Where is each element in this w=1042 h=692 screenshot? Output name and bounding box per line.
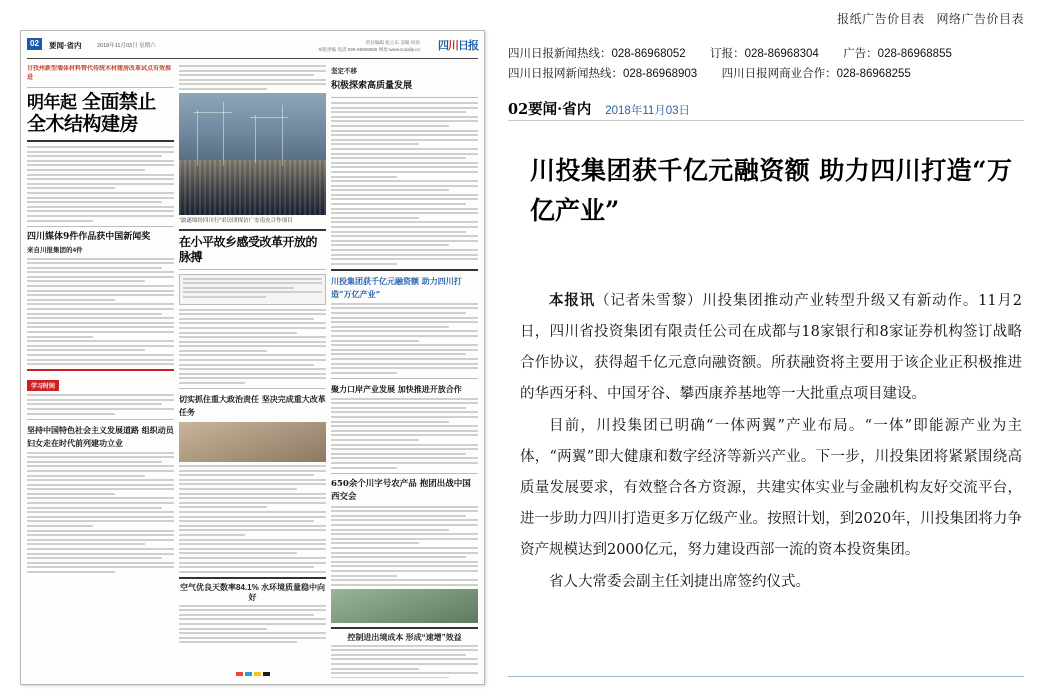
col2-photo-caption: “渝遂绵经四川行”采访团探访广安南充合作项目: [179, 217, 293, 224]
article-headline: 川投集团获千亿元融资额 助力四川打造“万亿产业”: [530, 155, 1012, 225]
newspaper-column-1: [27, 65, 174, 678]
article-paragraph-3: 省人大常委会副主任刘捷出席签约仪式。: [549, 574, 810, 590]
newspaper-folio-date: 2018年11月03日 星期六: [97, 43, 156, 49]
col1-main-title: [27, 92, 174, 136]
section-date: 2018年11月03日: [605, 105, 691, 117]
newspaper-column-2: [179, 65, 326, 678]
newspaper-columns: [27, 65, 478, 678]
hotline-ad: 广告：028-86968855: [843, 48, 952, 60]
col2-box: [179, 274, 326, 305]
newspaper-logo: 四川日报: [438, 39, 478, 52]
hotline-subscribe: 订报：028-86968304: [710, 48, 819, 60]
newspaper-meta-line-1: 责任编辑 张立东 美编 何滨: [365, 40, 420, 45]
section-name: 02要闻·省内: [508, 101, 592, 118]
col2-body-1: [179, 309, 326, 385]
col3-body-5: [331, 645, 478, 678]
col3-headline-4: 650余个川字号农产品 抱团出战中国西交会: [331, 478, 471, 502]
col3-body-3: [331, 398, 478, 469]
newspaper-folio-number: 02: [27, 38, 42, 50]
hotline-news: 四川日报新闻热线：028-86968052: [508, 48, 686, 60]
newspaper-column-3: [331, 65, 478, 678]
col2-photo: [179, 93, 326, 215]
col3-headline-2: 川投集团获千亿元融资额 助力四川打造“万亿产业”: [331, 275, 462, 299]
article-paragraph-1: [520, 285, 1022, 410]
link-web-ad-price[interactable]: 网络广告价目表: [936, 12, 1024, 26]
newspaper-page-image[interactable]: [20, 30, 485, 685]
article-paragraph-1-text: （记者朱雪黎）川投集团推动产业转型升级又有新动作。11月2日，四川省投资集团有限责任公司在成都与18家银行和8家证券机构签订战略合作协议，获得超千亿元意向融资额。所获融资将主要用于该企业正积极推进的华西牙科、中国牙谷、攀西康养基地等一大批重点项目建设。: [520, 293, 1022, 402]
newspaper-masthead: [27, 37, 478, 59]
col3-body-4: [331, 506, 478, 586]
col2-body-3: [179, 605, 326, 644]
col3-banner: 控制进出境成本 形成“速增”效益: [347, 632, 462, 642]
col1-body-3: [27, 394, 174, 414]
hotline-row-1: [508, 44, 1024, 64]
col1-body-2: [27, 258, 174, 366]
col3-headline-1: 积极探索高质量发展: [331, 81, 413, 91]
article-lead-label: 本报讯: [549, 292, 595, 309]
col1-headline-4: 坚持中国特色社会主义发展道路 组织动员妇女走在时代前列建功立业: [27, 424, 174, 448]
hotline-web-business: 四川日报网商业合作：028-86968255: [721, 68, 911, 80]
footer-divider: [508, 676, 1024, 677]
col2-banner: 空气优良天数率84.1% 水环境质量稳中向好: [180, 582, 325, 602]
col1-title-line2: 全面禁止全木结构建房: [27, 91, 156, 135]
header-divider: [508, 120, 1024, 121]
col2-body-0: [179, 65, 326, 90]
newspaper-meta: [318, 39, 420, 53]
link-newspaper-ad-price[interactable]: 报纸广告价目表: [837, 12, 925, 26]
col2-headline: 在小平故乡感受改革开放的脉搏: [179, 234, 318, 264]
col3-kicker: 坚定不移: [331, 68, 357, 75]
col1-headline-2: 四川媒体9件作品获中国新闻奖: [27, 231, 151, 242]
col1-kicker: 甘孜州新型墙体材料替代传统木材建房改革试点有效推进: [27, 66, 172, 81]
newspaper-folio-label: 要闻·省内: [49, 41, 82, 50]
col2-photo-2: [179, 422, 326, 462]
hotline-row-2: [508, 64, 1024, 84]
col3-photo: [331, 589, 478, 623]
col2-headline-2: 切实抓住重大政治责任 坚决完成重大改革任务: [179, 394, 326, 418]
col2-body-2: [179, 465, 326, 573]
col3-headline-3: 聚力口岸产业发展 加快推进开放合作: [331, 383, 462, 394]
ad-price-links: [829, 10, 1024, 27]
newspaper-meta-line-2: 本版责编 电话:028-86968855 网址:www.scdaily.cn: [317, 47, 420, 52]
col1-body-1: [27, 146, 174, 222]
section-header: [508, 98, 690, 119]
hotline-web-news: 四川日报网新闻热线：028-86968903: [508, 68, 698, 80]
article-paragraph-2: 目前，川投集团已明确“一体两翼”产业布局。“一体”即能源产业为主体，“两翼”即大健康和数字经济等新兴产业。下一步，川投集团将紧紧围绕高质量发展要求，有效整合各方资源，共建实体实业与金融机构友好交流平台，进一步助力四川打造更多万亿级产业。按照计划，到2020年，川投集团将力争资产规模达到2000亿元，努力建设西部一流的资本投资集团。: [520, 418, 1022, 558]
col3-body-2: [331, 303, 478, 374]
col1-sub-2: 来自川报集团的4件: [27, 246, 83, 254]
article-body: [520, 285, 1022, 599]
col1-body-4: [27, 452, 174, 573]
print-color-bars: [236, 672, 270, 676]
col3-body-1: [331, 102, 478, 265]
hotline-block: [508, 44, 1024, 84]
col1-tag: 学习时间: [27, 380, 59, 391]
col1-title-line1: 明年起: [27, 93, 77, 113]
